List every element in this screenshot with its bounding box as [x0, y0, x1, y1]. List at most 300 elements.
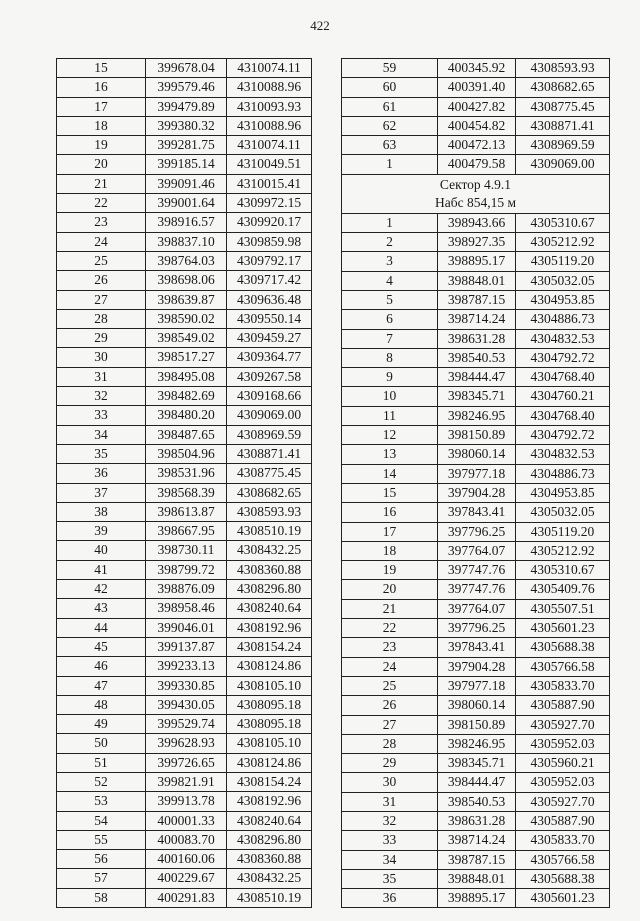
y-coordinate-cell: 4305507.51	[516, 599, 610, 618]
table-row	[57, 734, 312, 753]
x-coordinate-cell: 398667.95	[146, 522, 227, 541]
y-coordinate-cell: 4305310.67	[516, 561, 610, 580]
y-coordinate-cell: 4309636.48	[227, 290, 312, 309]
table-row	[342, 773, 610, 792]
x-coordinate-cell: 400345.92	[438, 59, 516, 78]
point-number-cell: 60	[342, 78, 438, 97]
x-coordinate-cell: 398958.46	[146, 599, 227, 618]
x-coordinate-cell: 398345.71	[438, 387, 516, 406]
table-row	[342, 213, 610, 232]
table-row	[57, 78, 312, 97]
x-coordinate-cell: 397843.41	[438, 503, 516, 522]
table-row	[342, 715, 610, 734]
table-row	[57, 406, 312, 425]
y-coordinate-cell: 4309717.42	[227, 271, 312, 290]
point-number-cell: 38	[57, 502, 146, 521]
table-row	[342, 638, 610, 657]
x-coordinate-cell: 399628.93	[146, 734, 227, 753]
table-row	[57, 213, 312, 232]
point-number-cell: 52	[57, 772, 146, 791]
table-row	[57, 444, 312, 463]
x-coordinate-cell: 399233.13	[146, 657, 227, 676]
table-row	[342, 387, 610, 406]
table-row	[57, 155, 312, 174]
x-coordinate-cell: 398246.95	[438, 406, 516, 425]
x-coordinate-cell: 398837.10	[146, 232, 227, 251]
point-number-cell: 30	[57, 348, 146, 367]
x-coordinate-cell: 398613.87	[146, 502, 227, 521]
point-number-cell: 49	[57, 715, 146, 734]
table-row	[342, 348, 610, 367]
y-coordinate-cell: 4310049.51	[227, 155, 312, 174]
table-row	[57, 753, 312, 772]
table-row	[57, 772, 312, 791]
point-number-cell: 34	[57, 425, 146, 444]
point-number-cell: 46	[57, 657, 146, 676]
point-number-cell: 56	[57, 850, 146, 869]
table-row	[342, 676, 610, 695]
y-coordinate-cell: 4308124.86	[227, 657, 312, 676]
table-row	[57, 136, 312, 155]
y-coordinate-cell: 4305212.92	[516, 233, 610, 252]
x-coordinate-cell: 400160.06	[146, 850, 227, 869]
table-row	[57, 309, 312, 328]
table-row	[57, 116, 312, 135]
y-coordinate-cell: 4308510.19	[227, 888, 312, 907]
x-coordinate-cell: 399091.46	[146, 174, 227, 193]
table-row	[57, 715, 312, 734]
y-coordinate-cell: 4304886.73	[516, 464, 610, 483]
y-coordinate-cell: 4308154.24	[227, 772, 312, 791]
table-row	[342, 290, 610, 309]
y-coordinate-cell: 4305119.20	[516, 252, 610, 271]
point-number-cell: 61	[342, 97, 438, 116]
x-coordinate-cell: 398943.66	[438, 213, 516, 232]
sector-header	[342, 174, 610, 213]
y-coordinate-cell: 4310093.93	[227, 97, 312, 116]
x-coordinate-cell: 400291.83	[146, 888, 227, 907]
table-row	[342, 889, 610, 908]
point-number-cell: 54	[57, 811, 146, 830]
x-coordinate-cell: 399529.74	[146, 715, 227, 734]
table-row	[342, 541, 610, 560]
y-coordinate-cell: 4304886.73	[516, 310, 610, 329]
x-coordinate-cell: 397904.28	[438, 657, 516, 676]
point-number-cell: 33	[342, 831, 438, 850]
point-number-cell: 45	[57, 637, 146, 656]
table-row	[342, 599, 610, 618]
y-coordinate-cell: 4305833.70	[516, 831, 610, 850]
y-coordinate-cell: 4308192.96	[227, 792, 312, 811]
point-number-cell: 29	[342, 754, 438, 773]
table-row	[57, 522, 312, 541]
point-number-cell: 58	[57, 888, 146, 907]
x-coordinate-cell: 399137.87	[146, 637, 227, 656]
point-number-cell: 29	[57, 329, 146, 348]
x-coordinate-cell: 398549.02	[146, 329, 227, 348]
y-coordinate-cell: 4305960.21	[516, 754, 610, 773]
y-coordinate-cell: 4305688.38	[516, 869, 610, 888]
y-coordinate-cell: 4308154.24	[227, 637, 312, 656]
point-number-cell: 24	[57, 232, 146, 251]
x-coordinate-cell: 398639.87	[146, 290, 227, 309]
x-coordinate-cell: 399046.01	[146, 618, 227, 637]
point-number-cell: 48	[57, 695, 146, 714]
x-coordinate-cell: 398848.01	[438, 869, 516, 888]
table-row	[342, 503, 610, 522]
point-number-cell: 25	[342, 676, 438, 695]
x-coordinate-cell: 399821.91	[146, 772, 227, 791]
table-row	[342, 329, 610, 348]
x-coordinate-cell: 398631.28	[438, 329, 516, 348]
table-row	[57, 194, 312, 213]
y-coordinate-cell: 4304832.53	[516, 445, 610, 464]
point-number-cell: 15	[342, 483, 438, 502]
table-row	[342, 850, 610, 869]
point-number-cell: 21	[57, 174, 146, 193]
y-coordinate-cell: 4308240.64	[227, 599, 312, 618]
y-coordinate-cell: 4308593.93	[227, 502, 312, 521]
table-row	[57, 425, 312, 444]
x-coordinate-cell: 398444.47	[438, 773, 516, 792]
table-row	[57, 888, 312, 907]
x-coordinate-cell: 398482.69	[146, 387, 227, 406]
point-number-cell: 40	[57, 541, 146, 560]
table-row	[57, 251, 312, 270]
table-row	[342, 97, 610, 116]
x-coordinate-cell: 400001.33	[146, 811, 227, 830]
point-number-cell: 25	[57, 251, 146, 270]
table-row	[57, 348, 312, 367]
x-coordinate-cell: 398246.95	[438, 734, 516, 753]
table-row	[57, 290, 312, 309]
x-coordinate-cell: 399281.75	[146, 136, 227, 155]
point-number-cell: 19	[57, 136, 146, 155]
y-coordinate-cell: 4304792.72	[516, 348, 610, 367]
x-coordinate-cell: 399678.04	[146, 59, 227, 78]
y-coordinate-cell: 4308969.59	[227, 425, 312, 444]
point-number-cell: 23	[342, 638, 438, 657]
x-coordinate-cell: 398787.15	[438, 290, 516, 309]
point-number-cell: 36	[342, 889, 438, 908]
x-coordinate-cell: 398631.28	[438, 811, 516, 830]
table-row	[342, 464, 610, 483]
y-coordinate-cell: 4309168.66	[227, 387, 312, 406]
table-row	[342, 78, 610, 97]
x-coordinate-cell: 398531.96	[146, 464, 227, 483]
table-row	[57, 657, 312, 676]
x-coordinate-cell: 398060.14	[438, 445, 516, 464]
y-coordinate-cell: 4308593.93	[516, 59, 610, 78]
y-coordinate-cell: 4305310.67	[516, 213, 610, 232]
x-coordinate-cell: 398444.47	[438, 368, 516, 387]
x-coordinate-cell: 400083.70	[146, 830, 227, 849]
table-row	[57, 174, 312, 193]
point-number-cell: 24	[342, 657, 438, 676]
table-row	[57, 869, 312, 888]
x-coordinate-cell: 399726.65	[146, 753, 227, 772]
y-coordinate-cell: 4310074.11	[227, 59, 312, 78]
point-number-cell: 35	[57, 444, 146, 463]
point-number-cell: 53	[57, 792, 146, 811]
point-number-cell: 3	[342, 252, 438, 271]
y-coordinate-cell: 4308432.25	[227, 869, 312, 888]
right-table-top-body	[342, 59, 610, 175]
table-row	[57, 541, 312, 560]
table-row	[57, 329, 312, 348]
x-coordinate-cell: 398714.24	[438, 310, 516, 329]
x-coordinate-cell: 398590.02	[146, 309, 227, 328]
table-row	[342, 426, 610, 445]
right-table-bottom-body	[342, 213, 610, 908]
x-coordinate-cell: 397764.07	[438, 541, 516, 560]
x-coordinate-cell: 397843.41	[438, 638, 516, 657]
table-row	[342, 233, 610, 252]
point-number-cell: 16	[342, 503, 438, 522]
point-number-cell: 63	[342, 136, 438, 155]
point-number-cell: 30	[342, 773, 438, 792]
y-coordinate-cell: 4308871.41	[516, 116, 610, 135]
y-coordinate-cell: 4308296.80	[227, 830, 312, 849]
table-row	[57, 483, 312, 502]
point-number-cell: 28	[342, 734, 438, 753]
y-coordinate-cell: 4305927.70	[516, 792, 610, 811]
table-row	[342, 310, 610, 329]
y-coordinate-cell: 4308432.25	[227, 541, 312, 560]
x-coordinate-cell: 398916.57	[146, 213, 227, 232]
point-number-cell: 37	[57, 483, 146, 502]
x-coordinate-cell: 399185.14	[146, 155, 227, 174]
sector-title: Сектор 4.9.1	[439, 176, 512, 192]
x-coordinate-cell: 399913.78	[146, 792, 227, 811]
point-number-cell: 9	[342, 368, 438, 387]
x-coordinate-cell: 399579.46	[146, 78, 227, 97]
sector-header-body	[342, 174, 610, 213]
x-coordinate-cell: 397747.76	[438, 561, 516, 580]
point-number-cell: 22	[57, 194, 146, 213]
table-row	[342, 754, 610, 773]
y-coordinate-cell: 4304768.40	[516, 368, 610, 387]
y-coordinate-cell: 4304953.85	[516, 483, 610, 502]
y-coordinate-cell: 4305032.05	[516, 271, 610, 290]
point-number-cell: 7	[342, 329, 438, 348]
point-number-cell: 16	[57, 78, 146, 97]
y-coordinate-cell: 4305887.90	[516, 811, 610, 830]
table-row	[57, 637, 312, 656]
table-row	[57, 59, 312, 78]
x-coordinate-cell: 397796.25	[438, 522, 516, 541]
point-number-cell: 26	[57, 271, 146, 290]
y-coordinate-cell: 4310015.41	[227, 174, 312, 193]
table-row	[342, 483, 610, 502]
table-row	[57, 464, 312, 483]
y-coordinate-cell: 4305688.38	[516, 638, 610, 657]
point-number-cell: 1	[342, 213, 438, 232]
table-row	[342, 271, 610, 290]
x-coordinate-cell: 397977.18	[438, 464, 516, 483]
x-coordinate-cell: 398895.17	[438, 252, 516, 271]
table-row	[342, 734, 610, 753]
point-number-cell: 4	[342, 271, 438, 290]
left-table-body	[57, 59, 312, 908]
table-row	[342, 696, 610, 715]
table-row	[57, 367, 312, 386]
x-coordinate-cell: 400479.58	[438, 155, 516, 174]
point-number-cell: 17	[57, 97, 146, 116]
table-row	[342, 116, 610, 135]
x-coordinate-cell: 397904.28	[438, 483, 516, 502]
x-coordinate-cell: 398060.14	[438, 696, 516, 715]
point-number-cell: 43	[57, 599, 146, 618]
table-row	[57, 387, 312, 406]
y-coordinate-cell: 4304760.21	[516, 387, 610, 406]
y-coordinate-cell: 4305952.03	[516, 773, 610, 792]
table-row	[57, 97, 312, 116]
y-coordinate-cell: 4308969.59	[516, 136, 610, 155]
table-row	[342, 869, 610, 888]
point-number-cell: 12	[342, 426, 438, 445]
point-number-cell: 31	[342, 792, 438, 811]
y-coordinate-cell: 4308682.65	[227, 483, 312, 502]
x-coordinate-cell: 398540.53	[438, 348, 516, 367]
x-coordinate-cell: 400229.67	[146, 869, 227, 888]
y-coordinate-cell: 4308871.41	[227, 444, 312, 463]
point-number-cell: 26	[342, 696, 438, 715]
point-number-cell: 47	[57, 676, 146, 695]
table-row	[57, 792, 312, 811]
x-coordinate-cell: 397796.25	[438, 619, 516, 638]
x-coordinate-cell: 399430.05	[146, 695, 227, 714]
x-coordinate-cell: 400472.13	[438, 136, 516, 155]
table-row	[57, 618, 312, 637]
point-number-cell: 27	[342, 715, 438, 734]
point-number-cell: 28	[57, 309, 146, 328]
y-coordinate-cell: 4309459.27	[227, 329, 312, 348]
y-coordinate-cell: 4305032.05	[516, 503, 610, 522]
point-number-cell: 15	[57, 59, 146, 78]
y-coordinate-cell: 4308682.65	[516, 78, 610, 97]
x-coordinate-cell: 398568.39	[146, 483, 227, 502]
y-coordinate-cell: 4305887.90	[516, 696, 610, 715]
point-number-cell: 2	[342, 233, 438, 252]
y-coordinate-cell: 4310088.96	[227, 78, 312, 97]
table-row	[342, 619, 610, 638]
table-row	[57, 502, 312, 521]
table-row	[57, 232, 312, 251]
y-coordinate-cell: 4308360.88	[227, 560, 312, 579]
point-number-cell: 51	[57, 753, 146, 772]
x-coordinate-cell: 400391.40	[438, 78, 516, 97]
x-coordinate-cell: 397977.18	[438, 676, 516, 695]
table-row	[57, 850, 312, 869]
right-coordinates-table	[341, 58, 610, 908]
y-coordinate-cell: 4308296.80	[227, 580, 312, 599]
x-coordinate-cell: 397764.07	[438, 599, 516, 618]
point-number-cell: 62	[342, 116, 438, 135]
y-coordinate-cell: 4308192.96	[227, 618, 312, 637]
x-coordinate-cell: 398540.53	[438, 792, 516, 811]
point-number-cell: 39	[57, 522, 146, 541]
table-row	[342, 59, 610, 78]
y-coordinate-cell: 4304832.53	[516, 329, 610, 348]
left-coordinates-table	[56, 58, 312, 908]
y-coordinate-cell: 4305952.03	[516, 734, 610, 753]
table-row	[57, 676, 312, 695]
x-coordinate-cell: 398764.03	[146, 251, 227, 270]
sector-subtitle: Набс 854,15 м	[434, 194, 517, 210]
table-row	[57, 830, 312, 849]
point-number-cell: 18	[342, 541, 438, 560]
x-coordinate-cell: 398345.71	[438, 754, 516, 773]
table-row	[342, 136, 610, 155]
point-number-cell: 36	[57, 464, 146, 483]
table-row	[342, 252, 610, 271]
y-coordinate-cell: 4309792.17	[227, 251, 312, 270]
point-number-cell: 27	[57, 290, 146, 309]
table-row	[342, 522, 610, 541]
y-coordinate-cell: 4309550.14	[227, 309, 312, 328]
x-coordinate-cell: 398895.17	[438, 889, 516, 908]
y-coordinate-cell: 4308124.86	[227, 753, 312, 772]
y-coordinate-cell: 4309972.15	[227, 194, 312, 213]
y-coordinate-cell: 4305601.23	[516, 619, 610, 638]
x-coordinate-cell: 400454.82	[438, 116, 516, 135]
y-coordinate-cell: 4308095.18	[227, 695, 312, 714]
y-coordinate-cell: 4309069.00	[516, 155, 610, 174]
x-coordinate-cell: 398730.11	[146, 541, 227, 560]
x-coordinate-cell: 399001.64	[146, 194, 227, 213]
x-coordinate-cell: 398487.65	[146, 425, 227, 444]
x-coordinate-cell: 398698.06	[146, 271, 227, 290]
y-coordinate-cell: 4309069.00	[227, 406, 312, 425]
table-row	[342, 445, 610, 464]
point-number-cell: 14	[342, 464, 438, 483]
point-number-cell: 13	[342, 445, 438, 464]
point-number-cell: 10	[342, 387, 438, 406]
y-coordinate-cell: 4304768.40	[516, 406, 610, 425]
page-number: 422	[310, 18, 330, 33]
table-row	[57, 811, 312, 830]
y-coordinate-cell: 4308510.19	[227, 522, 312, 541]
y-coordinate-cell: 4305766.58	[516, 850, 610, 869]
table-row	[342, 811, 610, 830]
point-number-cell: 42	[57, 580, 146, 599]
y-coordinate-cell: 4305212.92	[516, 541, 610, 560]
point-number-cell: 44	[57, 618, 146, 637]
x-coordinate-cell: 398150.89	[438, 715, 516, 734]
y-coordinate-cell: 4305409.76	[516, 580, 610, 599]
y-coordinate-cell: 4308240.64	[227, 811, 312, 830]
point-number-cell: 59	[342, 59, 438, 78]
point-number-cell: 19	[342, 561, 438, 580]
point-number-cell: 20	[57, 155, 146, 174]
y-coordinate-cell: 4308095.18	[227, 715, 312, 734]
x-coordinate-cell: 399479.89	[146, 97, 227, 116]
x-coordinate-cell: 398799.72	[146, 560, 227, 579]
y-coordinate-cell: 4305601.23	[516, 889, 610, 908]
y-coordinate-cell: 4309267.58	[227, 367, 312, 386]
y-coordinate-cell: 4310074.11	[227, 136, 312, 155]
y-coordinate-cell: 4304792.72	[516, 426, 610, 445]
point-number-cell: 31	[57, 367, 146, 386]
y-coordinate-cell: 4305927.70	[516, 715, 610, 734]
table-row	[342, 831, 610, 850]
x-coordinate-cell: 398876.09	[146, 580, 227, 599]
y-coordinate-cell: 4308105.10	[227, 676, 312, 695]
y-coordinate-cell: 4305766.58	[516, 657, 610, 676]
point-number-cell: 11	[342, 406, 438, 425]
y-coordinate-cell: 4308105.10	[227, 734, 312, 753]
